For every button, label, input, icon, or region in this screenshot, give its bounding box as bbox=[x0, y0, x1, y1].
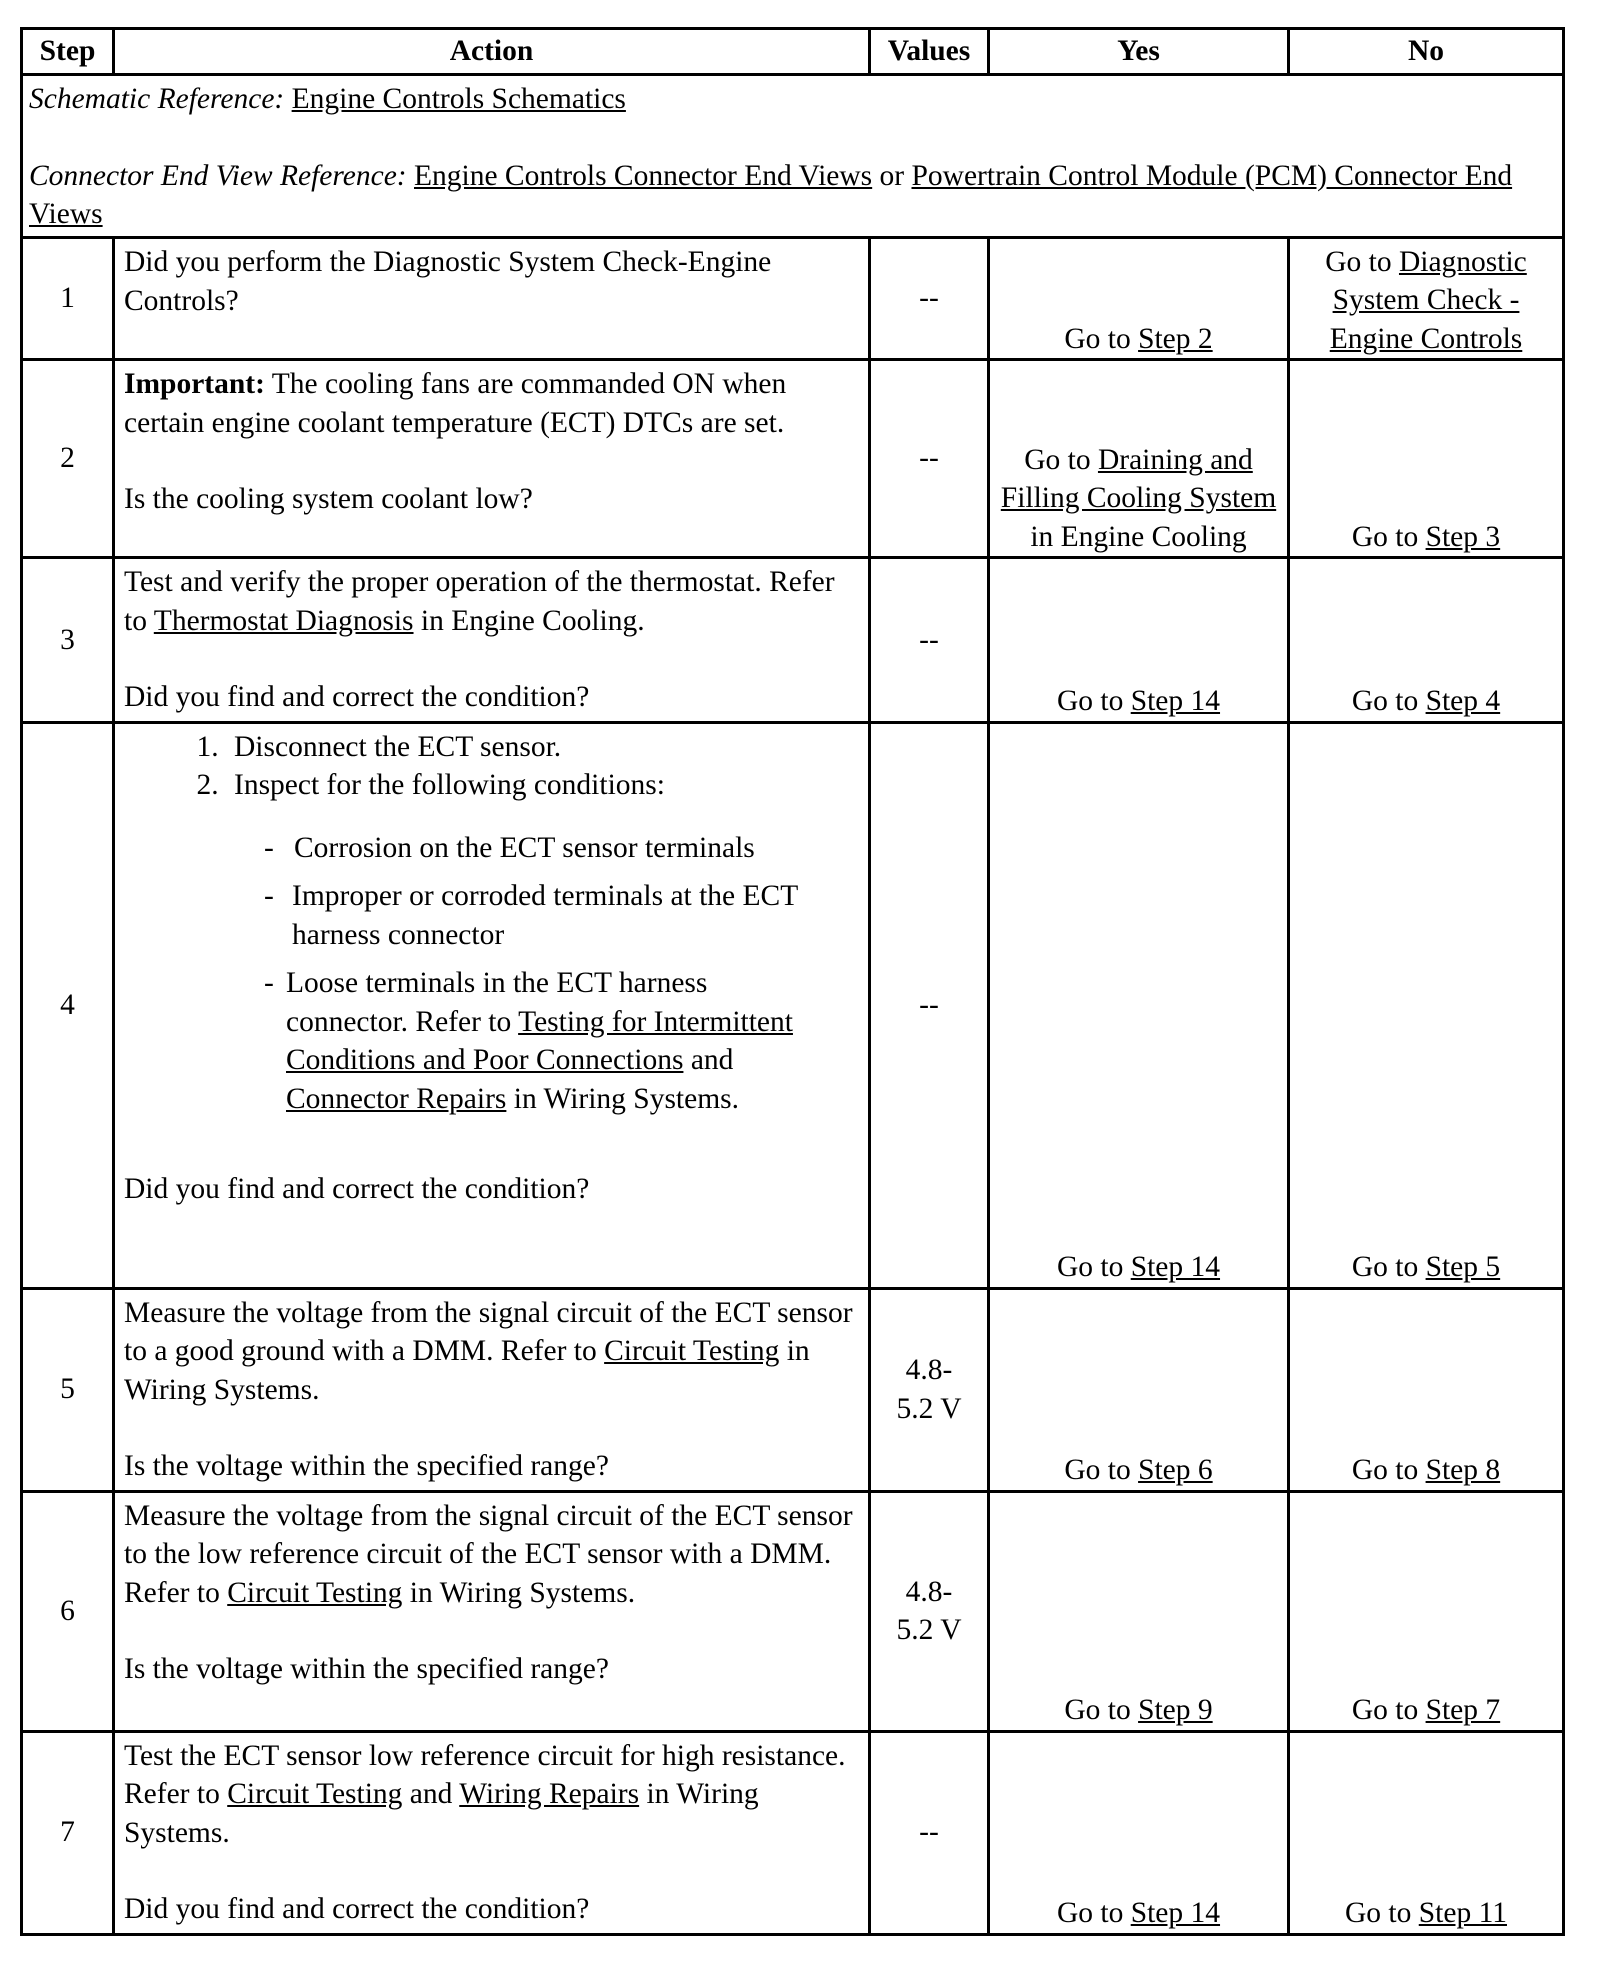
step-yes bbox=[989, 722, 1289, 1288]
action-question: Is the cooling system coolant low? bbox=[124, 483, 533, 515]
step-value: 4.8-5.2 V bbox=[870, 1288, 989, 1491]
no-link[interactable]: Step 4 bbox=[1425, 685, 1501, 717]
action-question: Is the voltage within the specified range? bbox=[124, 1450, 609, 1482]
no-prefix: Go to bbox=[1351, 685, 1419, 717]
yes-prefix: Go to bbox=[1056, 1897, 1124, 1929]
connector-link-engine[interactable]: Engine Controls Connector End Views bbox=[414, 159, 873, 192]
action-link[interactable]: Circuit Testing bbox=[227, 1576, 403, 1609]
condition-link-repairs[interactable]: Connector Repairs bbox=[286, 1082, 507, 1115]
step-yes bbox=[989, 558, 1289, 723]
diagnostic-table bbox=[20, 27, 1565, 1936]
yes-prefix: Go to bbox=[1064, 1694, 1131, 1726]
step-number: 4 bbox=[22, 722, 114, 1288]
no-link[interactable]: Step 8 bbox=[1425, 1454, 1501, 1486]
header-no: No bbox=[1289, 29, 1564, 75]
step-row-1 bbox=[22, 238, 1564, 360]
step-value: -- bbox=[870, 360, 989, 558]
header-action: Action bbox=[114, 29, 870, 75]
action-question: Did you find and correct the condition? bbox=[124, 1893, 590, 1925]
yes-link[interactable]: Step 14 bbox=[1130, 685, 1221, 717]
schematic-label: Schematic Reference: bbox=[29, 83, 285, 115]
condition-item bbox=[264, 877, 819, 954]
step-no bbox=[1289, 558, 1564, 723]
step-no bbox=[1289, 1491, 1564, 1731]
procedure-item: 1. Disconnect the ECT sensor. bbox=[226, 728, 859, 767]
step-row-3 bbox=[22, 558, 1564, 723]
important-label: Important: bbox=[124, 368, 265, 400]
action-suffix: in Engine Cooling. bbox=[420, 604, 645, 637]
action-text: Test and verify the proper operation of the thermostat. Refer to bbox=[124, 566, 835, 637]
yes-prefix: Go to bbox=[1056, 685, 1124, 717]
connector-or: or bbox=[879, 159, 905, 192]
procedure-item bbox=[226, 766, 859, 1118]
step-no bbox=[1289, 722, 1564, 1288]
step-yes bbox=[989, 1288, 1289, 1491]
no-prefix: Go to bbox=[1345, 1897, 1412, 1929]
step-value: -- bbox=[870, 1731, 989, 1934]
dash-bullet: - bbox=[264, 880, 274, 912]
step-number: 6 bbox=[22, 1491, 114, 1731]
step-value: -- bbox=[870, 722, 989, 1288]
step-action bbox=[114, 1731, 870, 1934]
step-yes bbox=[989, 360, 1289, 558]
step-number: 2 bbox=[22, 360, 114, 558]
step-yes bbox=[989, 1731, 1289, 1934]
no-prefix: Go to bbox=[1351, 1251, 1419, 1283]
reference-row bbox=[22, 75, 1564, 238]
no-prefix: Go to bbox=[1351, 520, 1419, 553]
action-suffix: in Wiring Systems. bbox=[409, 1576, 636, 1609]
step-number: 1 bbox=[22, 238, 114, 360]
no-prefix: Go to bbox=[1325, 245, 1392, 278]
action-text: Measure the voltage from the signal circuit of the ECT sensor to the low reference circuit of the ECT sensor with a DMM. Refer to bbox=[124, 1499, 853, 1609]
step-row-6 bbox=[22, 1491, 1564, 1731]
action-text: Measure the voltage from the signal circuit of the ECT sensor to a good ground with a DMM. Refer to bbox=[124, 1296, 853, 1367]
yes-link[interactable]: Step 2 bbox=[1138, 322, 1213, 355]
no-link[interactable]: Step 3 bbox=[1425, 520, 1501, 553]
important-note: The cooling fans are commanded ON when certain engine coolant temperature (ECT) DTCs are set. bbox=[124, 368, 787, 439]
condition-link-intermittent[interactable]: Testing for Intermittent Conditions and Poor Connections bbox=[286, 1005, 793, 1076]
action-text: Did you perform the Diagnostic System Check-Engine Controls? bbox=[124, 246, 772, 317]
action-text: Test the ECT sensor low reference circuit for high resistance. Refer to bbox=[124, 1739, 846, 1810]
header-step: Step bbox=[22, 29, 114, 75]
step-action bbox=[114, 360, 870, 558]
step-number: 7 bbox=[22, 1731, 114, 1934]
step-action bbox=[114, 238, 870, 360]
yes-link[interactable]: Step 14 bbox=[1130, 1897, 1221, 1929]
header-row bbox=[22, 29, 1564, 75]
no-prefix: Go to bbox=[1351, 1694, 1419, 1726]
action-question: Did you find and correct the condition? bbox=[124, 1173, 590, 1205]
condition-item bbox=[264, 829, 859, 868]
step-row-7 bbox=[22, 1731, 1564, 1934]
step-no bbox=[1289, 1288, 1564, 1491]
step-yes bbox=[989, 238, 1289, 360]
condition-text: Improper or corroded terminals at the ECT harness connector bbox=[292, 880, 798, 951]
procedure-item-text: Inspect for the following conditions: bbox=[234, 769, 665, 801]
yes-prefix: Go to bbox=[1064, 1454, 1131, 1486]
condition-and: and bbox=[690, 1044, 734, 1076]
dash-bullet: - bbox=[264, 967, 274, 999]
no-link[interactable]: Step 11 bbox=[1418, 1897, 1507, 1929]
no-link[interactable]: Step 7 bbox=[1425, 1694, 1501, 1726]
step-row-4 bbox=[22, 722, 1564, 1288]
action-link-circuit-testing[interactable]: Circuit Testing bbox=[227, 1778, 403, 1810]
action-question: Is the voltage within the specified range? bbox=[124, 1653, 609, 1685]
yes-prefix: Go to bbox=[1024, 443, 1091, 476]
procedure-list bbox=[124, 728, 859, 1119]
header-yes: Yes bbox=[989, 29, 1289, 75]
reference-cell bbox=[22, 75, 1564, 238]
action-suffix: in Wiring Systems. bbox=[124, 1335, 810, 1406]
condition-list bbox=[234, 829, 859, 1119]
step-no bbox=[1289, 360, 1564, 558]
step-no bbox=[1289, 1731, 1564, 1934]
yes-link[interactable]: Draining and Filling Cooling System bbox=[1000, 443, 1277, 514]
action-question: Did you find and correct the condition? bbox=[124, 681, 590, 713]
step-number: 5 bbox=[22, 1288, 114, 1491]
condition-suffix: in Wiring Systems. bbox=[513, 1082, 740, 1115]
step-row-5 bbox=[22, 1288, 1564, 1491]
step-action bbox=[114, 722, 870, 1288]
step-no bbox=[1289, 238, 1564, 360]
no-prefix: Go to bbox=[1351, 1454, 1419, 1486]
schematic-link[interactable]: Engine Controls Schematics bbox=[291, 83, 626, 115]
step-value: -- bbox=[870, 558, 989, 723]
no-link[interactable]: Diagnostic System Check - Engine Controls bbox=[1329, 245, 1527, 355]
step-row-2 bbox=[22, 360, 1564, 558]
condition-text: Corrosion on the ECT sensor terminals bbox=[294, 831, 755, 864]
action-and: and bbox=[409, 1778, 453, 1810]
yes-prefix: Go to bbox=[1064, 322, 1131, 355]
step-value: 4.8-5.2 V bbox=[870, 1491, 989, 1731]
connector-link-pcm[interactable]: Powertrain Control Module (PCM) Connector End Views bbox=[29, 159, 1513, 230]
step-action bbox=[114, 1288, 870, 1491]
no-link[interactable]: Step 5 bbox=[1425, 1251, 1501, 1283]
action-link[interactable]: Circuit Testing bbox=[604, 1335, 780, 1367]
condition-item bbox=[264, 964, 799, 1118]
step-yes bbox=[989, 1491, 1289, 1731]
dash-bullet: - bbox=[264, 831, 274, 864]
header-values: Values bbox=[870, 29, 989, 75]
yes-prefix: Go to bbox=[1056, 1251, 1124, 1283]
yes-suffix: in Engine Cooling bbox=[1030, 520, 1247, 553]
step-action bbox=[114, 558, 870, 723]
step-number: 3 bbox=[22, 558, 114, 723]
step-value: -- bbox=[870, 238, 989, 360]
yes-link[interactable]: Step 14 bbox=[1130, 1251, 1221, 1283]
yes-link[interactable]: Step 9 bbox=[1138, 1694, 1213, 1726]
action-suffix: in Wiring Systems. bbox=[124, 1778, 759, 1849]
connector-label: Connector End View Reference: bbox=[29, 159, 407, 192]
action-link-wiring-repairs[interactable]: Wiring Repairs bbox=[459, 1778, 640, 1810]
condition-text: Loose terminals in the ECT harness connector. Refer to bbox=[286, 967, 708, 1038]
action-link[interactable]: Thermostat Diagnosis bbox=[153, 604, 414, 637]
yes-link[interactable]: Step 6 bbox=[1138, 1454, 1213, 1486]
step-action bbox=[114, 1491, 870, 1731]
